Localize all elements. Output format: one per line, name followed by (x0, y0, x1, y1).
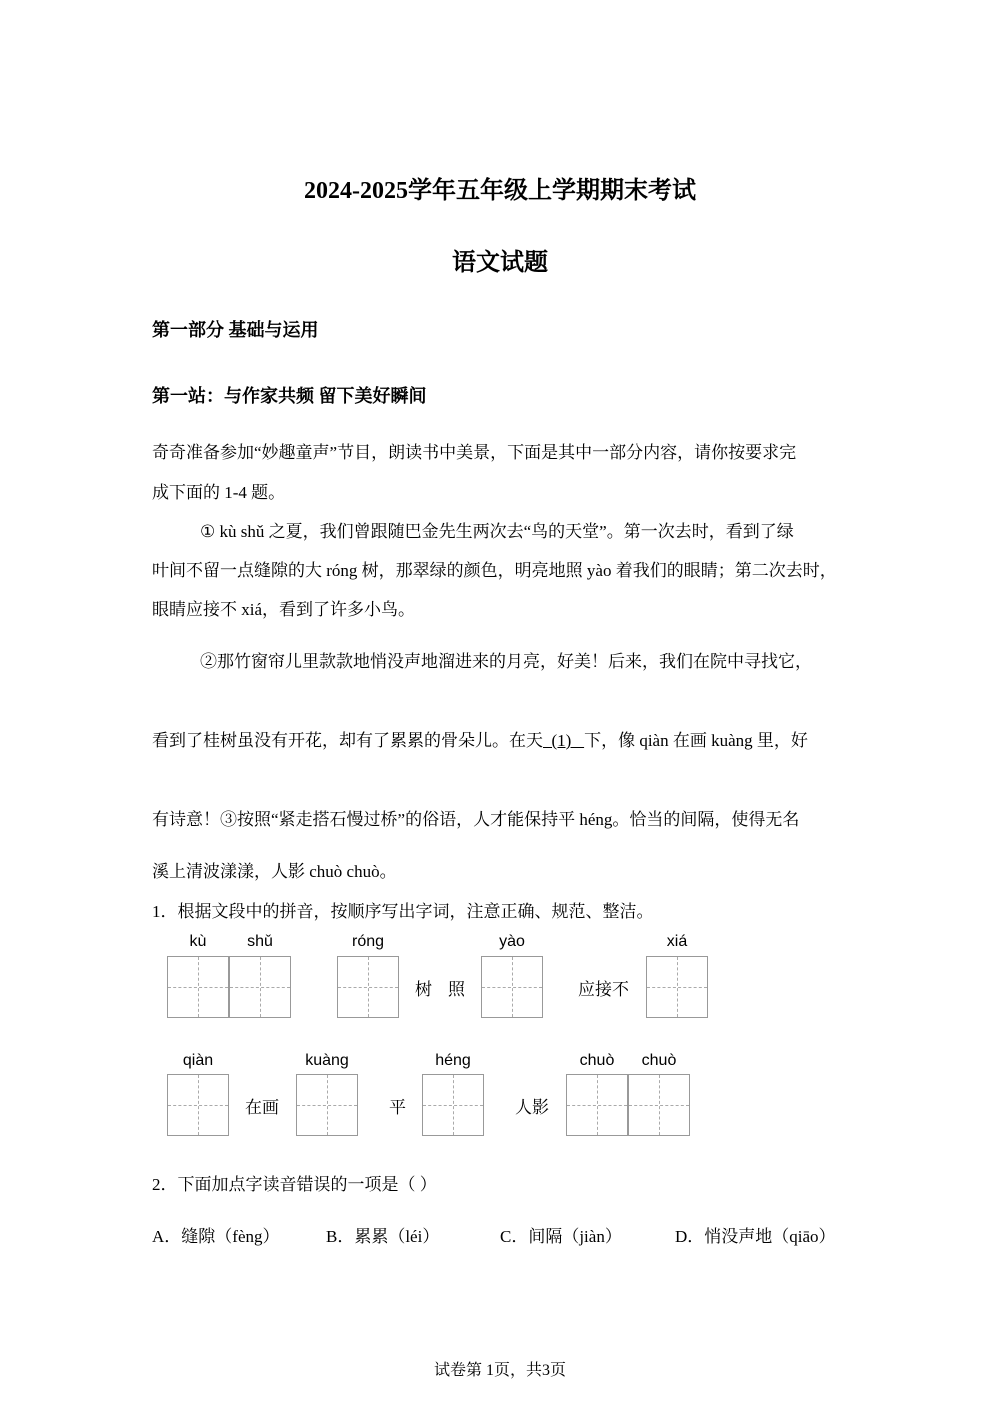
passage-p2-line-1: ②那竹窗帘儿里款款地悄没声地溜进来的月亮，好美！后来，我们在院中寻找它， (200, 652, 812, 671)
option-c[interactable]: C．间隔（jiàn） (500, 1227, 622, 1246)
pinyin-label: yào (499, 933, 525, 950)
pinyin-label: kuàng (305, 1052, 349, 1069)
passage-p2-line-4: 溪上清波漾漾，人影 chuò chuò。 (152, 862, 397, 881)
intro-line-2: 成下面的 1-4 题。 (152, 483, 286, 502)
option-d[interactable]: D．悄没声地（qiāo） (675, 1227, 836, 1246)
writing-box[interactable] (628, 1074, 690, 1136)
exam-subtitle: 语文试题 (452, 250, 548, 276)
writing-box[interactable] (229, 956, 291, 1018)
box-label: 人影 (515, 1098, 549, 1117)
part-heading: 第一部分 基础与运用 (152, 320, 319, 340)
exam-title: 2024-2025学年五年级上学期期末考试 (304, 178, 696, 204)
passage-p1-line-2: 叶间不留一点缝隙的大 róng 树，那翠绿的颜色，明亮地照 yào 着我们的眼睛；第二次去时， (152, 561, 837, 580)
pinyin-label: qiàn (182, 1052, 214, 1069)
writing-box[interactable] (646, 956, 708, 1018)
box-label: 应接不 (578, 980, 629, 999)
writing-box[interactable] (422, 1074, 484, 1136)
writing-box[interactable] (296, 1074, 358, 1136)
pinyin-label: kù (189, 933, 207, 950)
writing-box[interactable] (566, 1074, 628, 1136)
writing-box[interactable] (167, 1074, 229, 1136)
pinyin-label: róng (351, 933, 385, 950)
page-footer: 试卷第 1页，共3页 (433, 1362, 566, 1379)
question-1-stem: 1．根据文段中的拼音，按顺序写出字词，注意正确、规范、整洁。 (152, 902, 654, 921)
passage-p1-line-3: 眼睛应接不 xiá，看到了许多小鸟。 (152, 600, 416, 619)
writing-box[interactable] (481, 956, 543, 1018)
passage-p2-line-2-end: 下，像 qiàn 在画 kuàng 里，好 (584, 731, 808, 750)
station-heading: 第一站：与作家共频 留下美好瞬间 (152, 386, 427, 406)
box-label: 照 (448, 980, 465, 999)
passage-p2-line-3: 有诗意！③按照“紧走搭石慢过桥”的俗语，人才能保持平 héng。恰当的间隔，使得无名 (152, 810, 800, 829)
pinyin-label: héng (435, 1052, 471, 1069)
pinyin-label: xiá (666, 933, 688, 950)
writing-box[interactable] (337, 956, 399, 1018)
pinyin-label: chuò (641, 1052, 677, 1069)
writing-box[interactable] (167, 956, 229, 1018)
passage-p2-line-2 (152, 726, 808, 751)
passage-p2-line-2-start: 看到了桂树虽没有开花，却有了累累的骨朵儿。在天 (152, 731, 543, 750)
pinyin-label: shǔ (247, 933, 273, 950)
box-label: 树 (415, 980, 432, 999)
option-a[interactable]: A．缝隙（fèng） (152, 1227, 280, 1246)
pinyin-label: chuò (579, 1052, 615, 1069)
fill-blank-1: (1) (543, 731, 585, 750)
option-b[interactable]: B．累累（léi） (326, 1227, 440, 1246)
box-label: 在画 (245, 1098, 279, 1117)
intro-line-1: 奇奇准备参加“妙趣童声”节目，朗读书中美景，下面是其中一部分内容，请你按要求完 (152, 443, 797, 462)
passage-p1-line-1: ① kù shǔ 之夏，我们曾跟随巴金先生两次去“鸟的天堂”。第一次去时，看到了绿 (200, 522, 794, 541)
question-2-stem: 2．下面加点字读音错误的一项是（ ） (152, 1175, 437, 1194)
box-label: 平 (389, 1098, 406, 1117)
